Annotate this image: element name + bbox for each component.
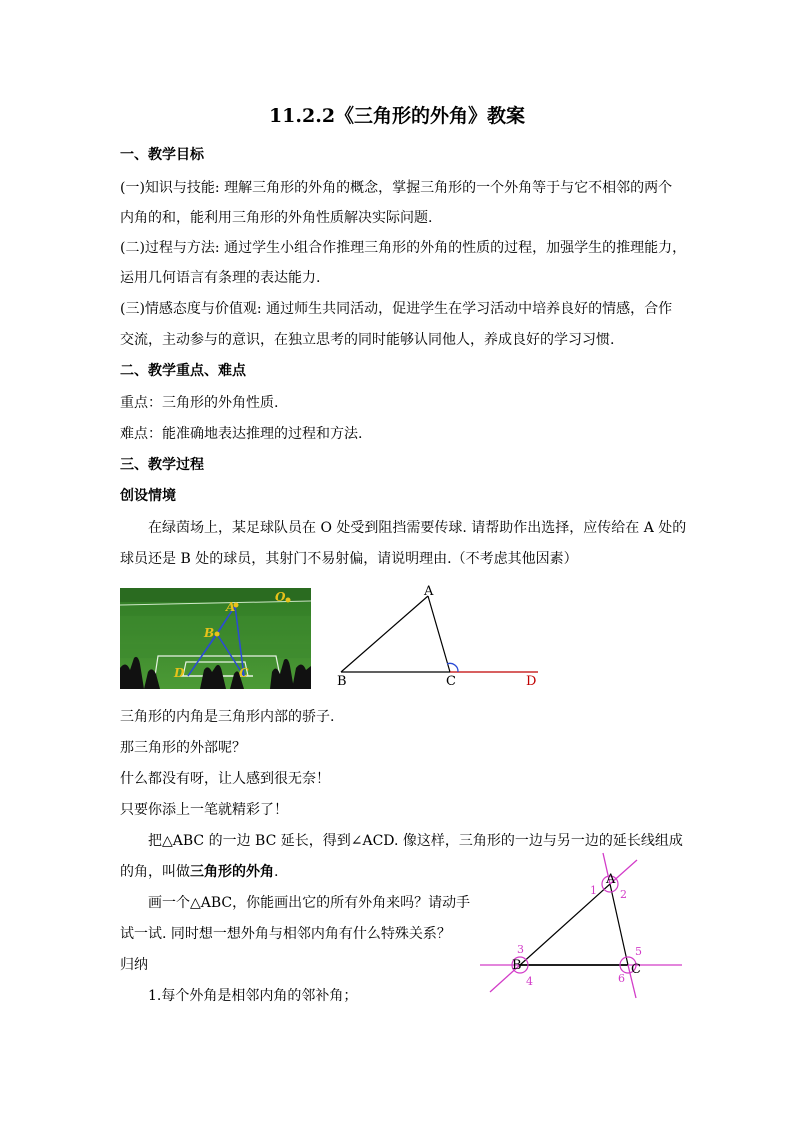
text-interior-angles: 三角形的内角是三角形内部的骄子. xyxy=(120,709,335,725)
summary-item-1: 1.每个外角是相邻内角的邻补角； xyxy=(148,988,358,1004)
difficult-point: 难点：能准确地表达推理的过程和方法. xyxy=(120,426,363,442)
definition-prefix: 的角，叫做 xyxy=(120,864,190,880)
photo-label-a: A xyxy=(226,600,236,614)
objective-1-line-2: 内角的和，能利用三角形的外角性质解决实际问题. xyxy=(120,210,433,226)
definition-line-1: 把△ABC 的一边 BC 延长，得到∠ACD. 像这样，三角形的一边与另一边的延长线组成 xyxy=(148,833,683,849)
photo-label-c: C xyxy=(239,666,249,680)
figure2-label-c: C xyxy=(631,962,641,977)
figure2-label-b: B xyxy=(512,958,522,973)
photo-label-d: D xyxy=(174,666,185,680)
subheading-summary: 归纳 xyxy=(120,957,148,973)
soccer-field-image xyxy=(120,588,311,689)
photo-label-o: O xyxy=(275,590,286,604)
figure2-angle-2: 2 xyxy=(620,888,627,901)
activity-line-1: 画一个△ABC，你能画出它的所有外角来吗？请动手 xyxy=(148,895,471,911)
figure1-label-b: B xyxy=(337,674,347,689)
scenario-line-2: 球员还是 B 处的球员，其射门不易射偏，请说明理由.（不考虑其他因素） xyxy=(120,551,578,567)
figure2-angle-1: 1 xyxy=(590,884,597,897)
figure1-label-a: A xyxy=(424,584,434,599)
objective-3-line-2: 交流，主动参与的意识，在独立思考的同时能够认同他人，养成良好的学习习惯. xyxy=(120,332,615,348)
definition-suffix: . xyxy=(274,864,279,880)
figure2-angle-6: 6 xyxy=(618,972,625,985)
objective-1-line-1: (一)知识与技能: 理解三角形的外角的概念，掌握三角形的一个外角等于与它不相邻的两个 xyxy=(120,180,673,196)
objective-2-line-2: 运用几何语言有条理的表达能力. xyxy=(120,270,321,286)
text-outside: 那三角形的外部呢？ xyxy=(120,740,246,756)
scenario-line-1: 在绿茵场上，某足球队员在 O 处受到阻挡需要传球. 请帮助作出选择，应传给在 A 处的 xyxy=(148,520,687,536)
section-heading-process: 三、教学过程 xyxy=(120,457,204,473)
page-title: 11.2.2《三角形的外角》教案 xyxy=(268,105,526,127)
text-add-stroke: 只要你添上一笔就精彩了！ xyxy=(120,802,288,818)
section-heading-objectives: 一、教学目标 xyxy=(120,147,204,163)
figure2-angle-3: 3 xyxy=(517,943,524,956)
figure1-label-d: D xyxy=(526,674,537,689)
section-heading-keypoints: 二、教学重点、难点 xyxy=(120,363,246,379)
subheading-scenario: 创设情境 xyxy=(120,488,176,504)
activity-line-2: 试一试. 同时想一想外角与相邻内角有什么特殊关系？ xyxy=(120,926,451,942)
all-exterior-angles-figure xyxy=(475,850,690,1000)
figure2-angle-5: 5 xyxy=(635,945,642,958)
objective-2-line-1: (二)过程与方法: 通过学生小组合作推理三角形的外角的性质的过程，加强学生的推理能力， xyxy=(120,240,687,256)
figure2-label-a: A xyxy=(606,872,616,887)
figure1-label-c: C xyxy=(446,674,456,689)
definition-line-2 xyxy=(120,862,278,882)
objective-3-line-1: (三)情感态度与价值观: 通过师生共同活动，促进学生在学习活动中培养良好的情感，合作 xyxy=(120,301,673,317)
key-point: 重点：三角形的外角性质. xyxy=(120,395,279,411)
text-nothing: 什么都没有呀，让人感到很无奈！ xyxy=(120,771,330,787)
triangle-exterior-angle-figure xyxy=(330,580,550,690)
definition-term: 三角形的外角 xyxy=(190,864,274,880)
figure2-angle-4: 4 xyxy=(526,975,533,988)
photo-label-b: B xyxy=(204,626,215,640)
